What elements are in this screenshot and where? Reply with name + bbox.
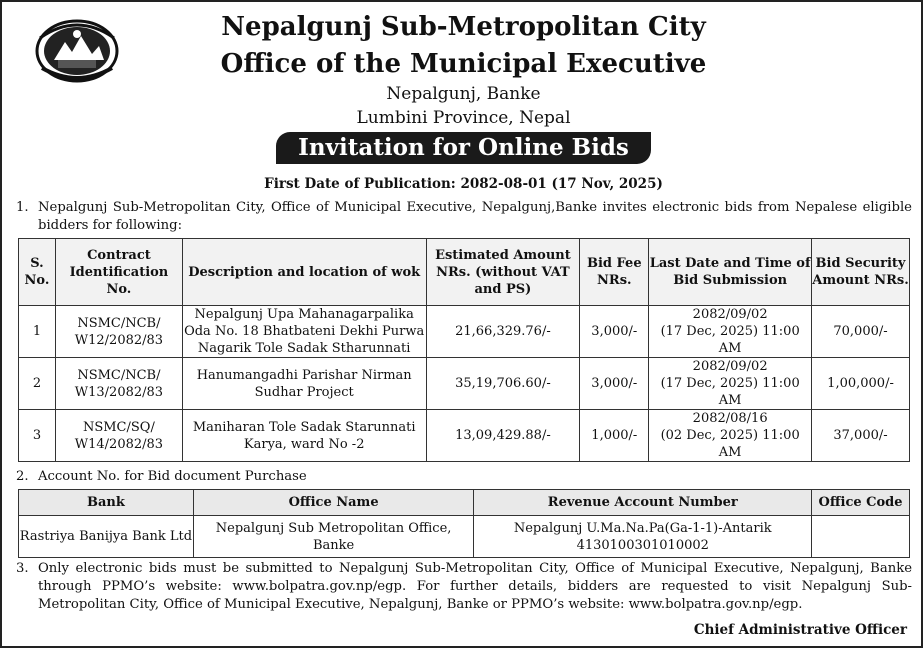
deadline-date: 2082/09/02 (692, 359, 768, 374)
deadline-date: 2082/08/16 (692, 411, 768, 426)
cell-description: Hanumangadhi Parishar Nirman Sudhar Project (182, 358, 426, 410)
cell-fee: 1,000/- (580, 410, 649, 462)
cell-bank: Rastriya Banijya Bank Ltd (19, 516, 194, 558)
table-row (19, 358, 910, 410)
col-header-estimate: Estimated Amount NRs. (without VAT and PS) (426, 239, 580, 306)
col-header-revenue-account: Revenue Account Number (474, 490, 812, 516)
col-header-sno: S. No. (19, 239, 56, 306)
deadline-time: (02 Dec, 2025) 11:00 AM (660, 428, 800, 460)
table-row (19, 306, 910, 358)
deadline-time: (17 Dec, 2025) 11:00 AM (660, 324, 800, 356)
col-header-deadline: Last Date and Time of Bid Submission (649, 239, 812, 306)
item-number: 1. (16, 200, 29, 215)
publication-date: First Date of Publication: 2082-08-01 (17 Nov, 2025) (264, 176, 663, 192)
cell-description: Maniharan Tole Sadak Starunnati Karya, ward No -2 (182, 410, 426, 462)
col-header-contract: Contract Identification No. (55, 239, 182, 306)
col-header-office-name: Office Name (193, 490, 474, 516)
cell-description: Nepalgunj Upa Mahanagarpalika Oda No. 18 Bhatbateni Dekhi Purwa Nagarik Tole Sadak Stharunnati (184, 307, 425, 356)
cell-deadline (649, 358, 812, 410)
cell-fee: 3,000/- (580, 358, 649, 410)
revenue-account-name: Nepalgunj U.Ma.Na.Pa(Ga-1-1)-Antarik (513, 520, 772, 536)
cell-office-code (812, 516, 910, 558)
cell-fee: 3,000/- (580, 306, 649, 358)
account-table (18, 489, 910, 558)
cell-deadline (649, 410, 812, 462)
revenue-account-number: 4130100301010002 (576, 537, 709, 553)
cell-sno: 3 (19, 410, 56, 462)
cell-security: 1,00,000/- (812, 358, 910, 410)
table-row (19, 516, 910, 558)
cell-contract: NSMC/NCB/ W12/2082/83 (55, 306, 182, 358)
item-number: 3. (16, 561, 29, 576)
account-section-title (16, 468, 912, 486)
intro-paragraph (16, 199, 912, 235)
address-city: Nepalgunj, Banke (386, 84, 541, 104)
municipality-name: Nepalgunj Sub-Metropolitan City (221, 12, 706, 42)
submission-note-text: Only electronic bids must be submitted to Nepalgunj Sub-Metropolitan City, Office of Municipal Executive, Nepalgunj, Banke through PPMO’s website: www.bolpatra.gov.np/egp. For further details, bidders are requested to visit Nepalgunj Sub-Metropolitan City, Office of Municipal Executive, Nepalgunj, Banke or PPMO’s website: www.bolpatra.gov.np/egp. (38, 561, 912, 612)
cell-estimate: 35,19,706.60/- (426, 358, 580, 410)
col-header-bank: Bank (19, 490, 194, 516)
address-province: Lumbini Province, Nepal (356, 108, 571, 128)
table-header-row (19, 490, 910, 516)
cell-revenue-account (474, 516, 812, 558)
cell-sno: 2 (19, 358, 56, 410)
cell-contract: NSMC/NCB/ W13/2082/83 (55, 358, 182, 410)
col-header-fee: Bid Fee NRs. (580, 239, 649, 306)
banner-container (2, 132, 923, 164)
submission-note (16, 560, 912, 614)
cell-contract: NSMC/SQ/ W14/2082/83 (55, 410, 182, 462)
notice-banner: Invitation for Online Bids (276, 132, 651, 164)
intro-text: Nepalgunj Sub-Metropolitan City, Office of Municipal Executive, Nepalgunj,Banke invites electronic bids from Nepalese eligible bidders for following: (38, 200, 912, 233)
deadline-date: 2082/09/02 (692, 307, 768, 322)
cell-security: 37,000/- (812, 410, 910, 462)
cell-estimate: 13,09,429.88/- (426, 410, 580, 462)
cell-office-name: Nepalgunj Sub Metropolitan Office, Banke (193, 516, 474, 558)
col-header-office-code: Office Code (812, 490, 910, 516)
item-number: 2. (16, 469, 29, 484)
account-section-text: Account No. for Bid document Purchase (38, 469, 307, 484)
cell-deadline (649, 306, 812, 358)
deadline-time: (17 Dec, 2025) 11:00 AM (660, 376, 800, 408)
table-row (19, 410, 910, 462)
cell-security: 70,000/- (812, 306, 910, 358)
table-header-row (19, 239, 910, 306)
bids-table (18, 238, 910, 462)
col-header-description: Description and location of wok (182, 239, 426, 306)
office-name: Office of the Municipal Executive (220, 49, 707, 79)
col-header-security: Bid Security Amount NRs. (812, 239, 910, 306)
signature-title: Chief Administrative Officer (693, 622, 907, 638)
cell-sno: 1 (19, 306, 56, 358)
cell-estimate: 21,66,329.76/- (426, 306, 580, 358)
